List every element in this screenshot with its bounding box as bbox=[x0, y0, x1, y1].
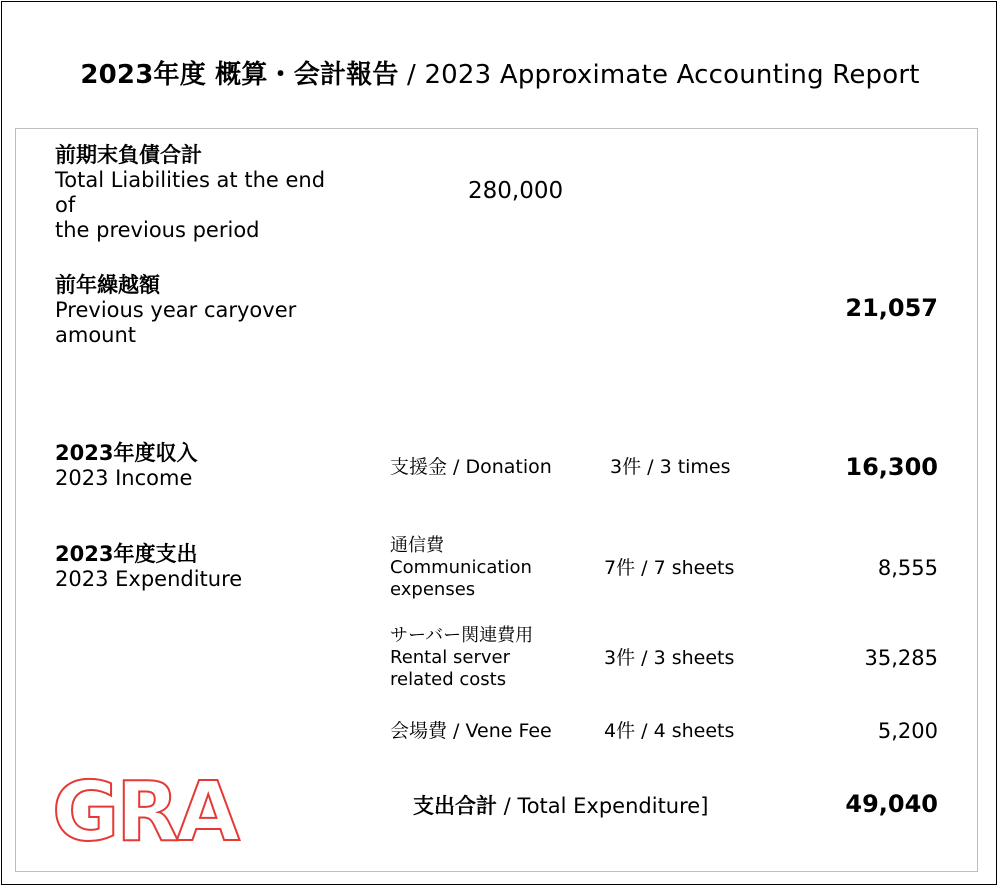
expenditure-jp: 2023年度支出 bbox=[55, 542, 198, 566]
carryover-en-line2: amount bbox=[55, 323, 137, 347]
expenditure-count-communication: 7件 / 7 sheets bbox=[604, 557, 735, 579]
item-line-jp: サーバー関連費用 bbox=[390, 625, 534, 646]
carryover-amount: 21,057 bbox=[845, 294, 938, 322]
total-separator: / bbox=[497, 794, 518, 818]
total-label bbox=[413, 790, 708, 820]
expenditure-count-server: 3件 / 3 sheets bbox=[604, 647, 735, 669]
carryover-en-line1: Previous year caryover bbox=[55, 298, 297, 322]
total-en: Total Expenditure] bbox=[517, 794, 709, 818]
title-separator: / bbox=[398, 60, 425, 90]
gra-logo: GRA bbox=[52, 765, 237, 860]
expenditure-amount-server: 35,285 bbox=[864, 646, 938, 670]
expenditure-amount-communication: 8,555 bbox=[877, 556, 938, 580]
income-amount: 16,300 bbox=[845, 453, 938, 481]
expenditure-en: 2023 Expenditure bbox=[55, 567, 243, 591]
expenditure-amount-venue: 5,200 bbox=[877, 719, 938, 743]
total-amount: 49,040 bbox=[845, 790, 938, 818]
liabilities-jp: 前期末負債合計 bbox=[55, 143, 202, 167]
liabilities-amount: 280,000 bbox=[468, 178, 564, 204]
item-line-en: Rental server bbox=[390, 647, 510, 668]
expenditure-item-server bbox=[390, 625, 533, 691]
liabilities-en-line2: of bbox=[55, 193, 76, 217]
title-en: 2023 Approximate Accounting Report bbox=[424, 60, 920, 90]
title-jp: 2023年度 概算・会計報告 bbox=[80, 60, 399, 90]
income-count: 3件 / 3 times bbox=[610, 456, 731, 478]
expenditure-label bbox=[55, 542, 242, 592]
liabilities-en-line3: the previous period bbox=[55, 218, 260, 242]
total-jp: 支出合計 bbox=[413, 794, 497, 818]
liabilities-en-line1: Total Liabilities at the end bbox=[55, 168, 326, 192]
carryover-jp: 前年繰越額 bbox=[55, 273, 160, 297]
item-line-jp: 通信費 bbox=[390, 535, 444, 556]
carryover-label bbox=[55, 273, 296, 348]
item-line-en: expenses bbox=[390, 579, 476, 600]
report-title bbox=[0, 54, 1000, 91]
liabilities-label bbox=[55, 143, 325, 243]
income-jp: 2023年度収入 bbox=[55, 441, 198, 465]
item-line-en: related costs bbox=[390, 669, 507, 690]
expenditure-item-communication bbox=[390, 535, 532, 601]
income-label bbox=[55, 441, 197, 491]
expenditure-count-venue: 4件 / 4 sheets bbox=[604, 720, 735, 742]
income-en: 2023 Income bbox=[55, 466, 193, 490]
income-item: 支援金 / Donation bbox=[390, 456, 552, 478]
expenditure-item-venue: 会場費 / Vene Fee bbox=[390, 720, 552, 742]
item-line-en: Communication bbox=[390, 557, 532, 578]
